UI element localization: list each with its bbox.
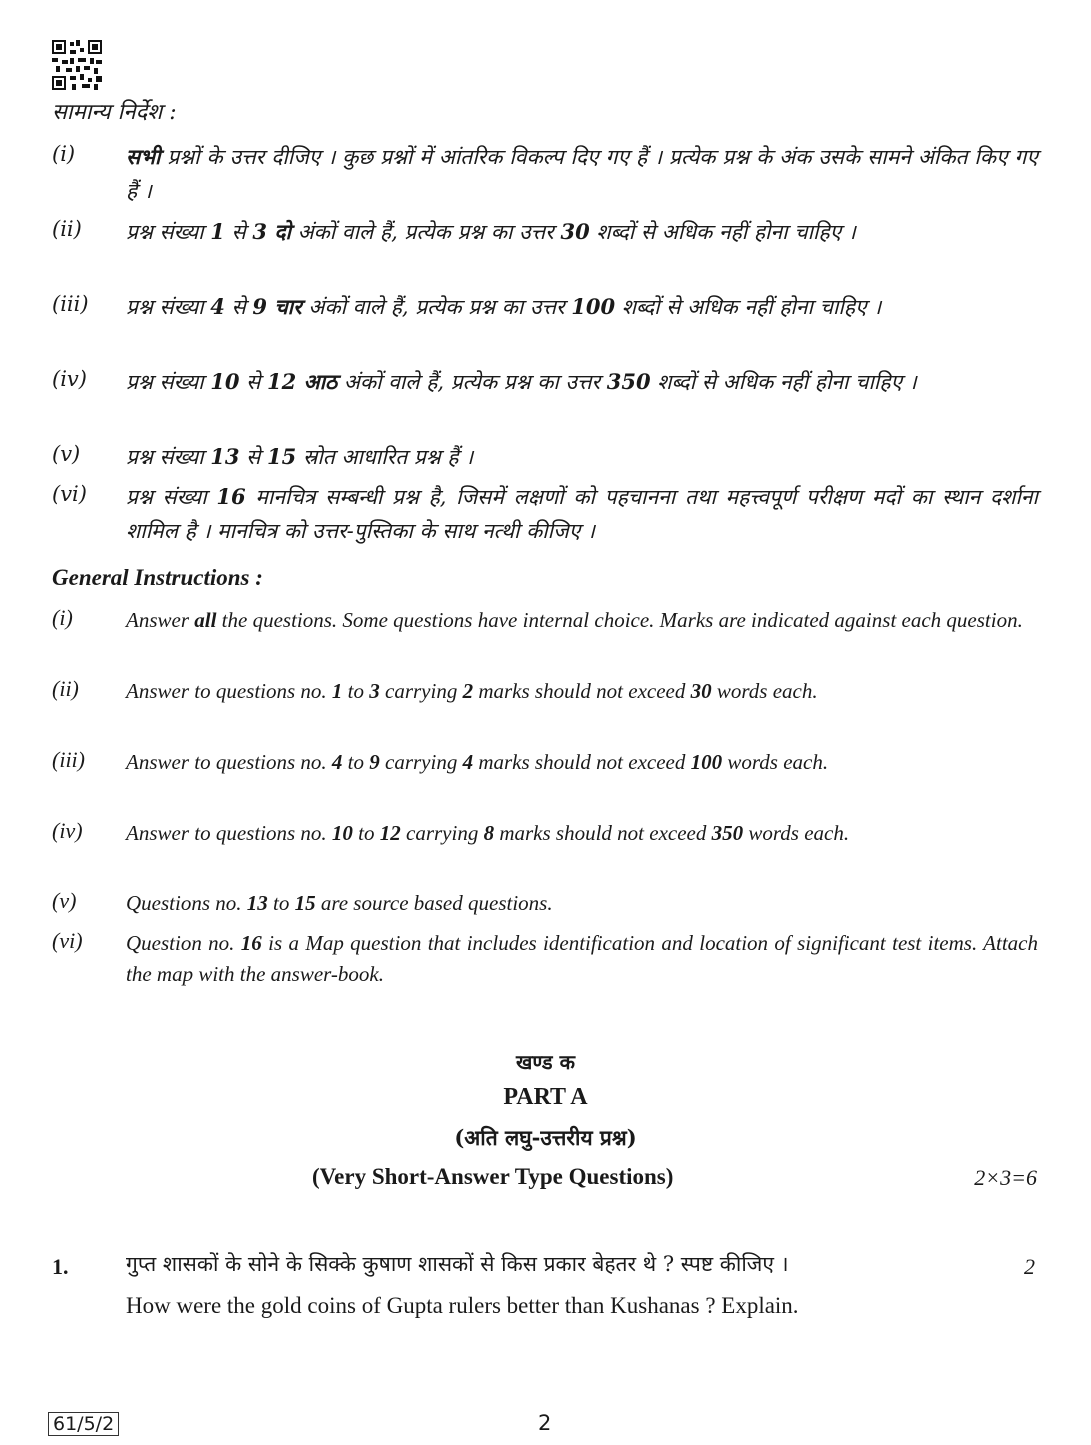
page-number: 2	[538, 1411, 552, 1435]
question-number: 1.	[52, 1254, 69, 1279]
item-text: प्रश्न संख्या 1 से 3 दो अंकों वाले हैं, प्रत्येक प्रश्न का उत्तर 30 शब्दों से अधिक नहीं होना चाहिए ।	[126, 219, 856, 244]
item-text: Questions no. 13 to 15 are source based questions.	[126, 891, 553, 915]
item-number: (iii)	[52, 292, 89, 316]
item-number: (vi)	[52, 482, 87, 506]
item-text: प्रश्न संख्या 10 से 12 आठ अंकों वाले हैं, प्रत्येक प्रश्न का उत्तर 350 शब्दों से अधिक नहीं होना चाहिए ।	[126, 369, 917, 394]
item-number: (ii)	[52, 217, 82, 241]
item-text: Answer to questions no. 1 to 3 carrying 2 marks should not exceed 30 words each.	[126, 679, 818, 703]
part-heading-hindi: खण्ड क	[516, 1050, 575, 1074]
item-text: प्रश्न संख्या 16 मानचित्र सम्बन्धी प्रश्न है, जिसमें लक्षणों को पहचानना तथा महत्त्वपूर्ण परीक्षण मदों का स्थान दर्शाना शामिल है । मानचित्र को उत्तर-पुस्तिका के साथ नत्थी कीजिए ।	[126, 484, 1038, 543]
item-number: (i)	[52, 142, 76, 166]
item-number: (iv)	[52, 818, 83, 843]
part-marks: 2×3=6	[974, 1165, 1037, 1190]
item-text: प्रश्न संख्या 13 से 15 स्रोत आधारित प्रश्न हैं ।	[126, 444, 474, 469]
item-number: (vi)	[52, 928, 83, 953]
item-number: (iv)	[52, 367, 87, 391]
item-number: (i)	[52, 605, 73, 630]
item-number: (iii)	[52, 747, 85, 772]
general-instructions-heading: General Instructions :	[52, 565, 263, 590]
item-number: (v)	[52, 888, 77, 913]
item-text: Answer to questions no. 10 to 12 carrying 8 marks should not exceed 350 words each.	[126, 821, 850, 845]
item-number: (v)	[52, 442, 81, 466]
question-text: How were the gold coins of Gupta rulers better than Kushanas ? Explain.	[126, 1293, 799, 1318]
paper-code: 61/5/2	[48, 1412, 119, 1436]
item-text: Answer to questions no. 4 to 9 carrying 4 marks should not exceed 100 words each.	[126, 750, 829, 774]
question-text-hindi: गुप्त शासकों के सोने के सिक्के कुषाण शासकों से किस प्रकार बेहतर थे ? स्पष्ट कीजिए ।	[126, 1252, 789, 1276]
item-text: Answer all the questions. Some questions have internal choice. Marks are indicated against each question.	[126, 608, 1023, 632]
part-subheading-hindi: (अति लघु-उत्तरीय प्रश्न)	[454, 1125, 637, 1150]
item-number: (ii)	[52, 676, 79, 701]
question-marks: 2	[1024, 1254, 1035, 1279]
part-heading: PART A	[503, 1084, 588, 1110]
qr-code-icon	[52, 40, 102, 90]
item-text: Question no. 16 is a Map question that includes identification and location of significant test items. Attach the map with the answer-book.	[126, 931, 1038, 986]
hindi-instructions-heading: सामान्य निर्देश :	[52, 100, 177, 125]
item-text: सभी प्रश्नों के उत्तर दीजिए । कुछ प्रश्नों में आंतरिक विकल्प दिए गए हैं । प्रत्येक प्रश्न के अंक उसके सामने अंकित किए गए हैं ।	[126, 144, 1038, 203]
item-text: प्रश्न संख्या 4 से 9 चार अंकों वाले हैं, प्रत्येक प्रश्न का उत्तर 100 शब्दों से अधिक नहीं होना चाहिए ।	[126, 294, 882, 319]
part-subheading: (Very Short-Answer Type Questions)	[312, 1164, 674, 1189]
